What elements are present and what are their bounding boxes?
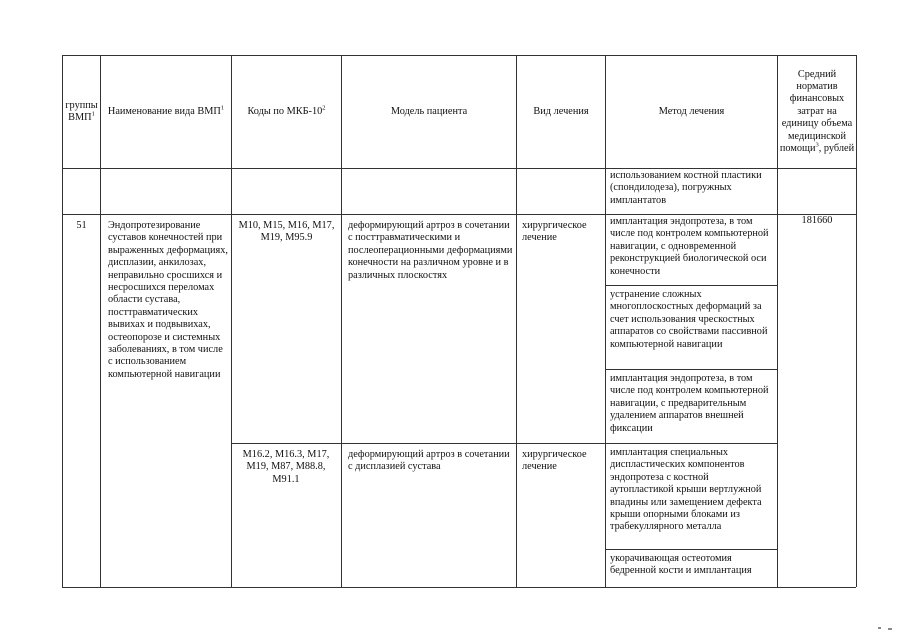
subgroup-2-model bbox=[348, 449, 514, 474]
header-type bbox=[517, 56, 605, 168]
header-bottom-border bbox=[62, 168, 856, 169]
subgroup-1-type-text: хирургическое лечение bbox=[522, 220, 587, 244]
subgroup-1-type bbox=[522, 220, 604, 245]
subgroup-divider bbox=[231, 443, 777, 444]
header-norm bbox=[779, 56, 855, 168]
subgroup-2-type bbox=[522, 449, 604, 474]
header-norm-label: Средний норматив финансовых затрат на единицу объема медицинской помощи bbox=[779, 68, 853, 155]
subgroup-2-codes-text: М16.2, М16.3, М17, М19, М87, М88.8, М91.1 bbox=[242, 449, 330, 485]
header-group bbox=[63, 56, 100, 168]
header-model-label: Модель пациента bbox=[390, 105, 468, 117]
method-text: имплантация эндопротеза, в том числе под контролем компьютерной навигации, с предварительным удалением аппаратов внешней фиксации bbox=[610, 373, 769, 434]
method-divider bbox=[605, 285, 777, 286]
table-bottom-border bbox=[62, 587, 856, 588]
header-model bbox=[342, 56, 516, 168]
subgroup-2-codes bbox=[234, 449, 338, 486]
header-method-label: Метод лечения bbox=[658, 105, 725, 117]
group-name-text: Эндопротезирование суставов конечностей при выраженных деформациях, дисплазии, анкилозах, неправильно сросшихся и несросшихся переломах области сустава, посттравматических вывихах и подвывихах, остеопорозе и системных заболеваниях, в том числе с использованием компьютерной навигации bbox=[108, 220, 228, 380]
header-type-label: Вид лечения bbox=[533, 105, 589, 117]
subgroup-2-type-text: хирургическое лечение bbox=[522, 449, 587, 473]
row-divider bbox=[62, 214, 856, 215]
subgroup-2-model-text: деформирующий артроз в сочетании с дисплазией сустава bbox=[348, 449, 510, 473]
subgroup-1-method-3 bbox=[610, 373, 774, 435]
group-name bbox=[108, 220, 228, 381]
subgroup-1-codes-text: М10, М15, М16, М17, М19, М95.9 bbox=[238, 220, 335, 244]
footnote-mark: 2 bbox=[322, 104, 326, 112]
group-number-text: 51 bbox=[76, 220, 87, 231]
group-norm-value: 181660 bbox=[801, 215, 833, 226]
group-norm bbox=[778, 215, 856, 227]
col-border bbox=[100, 55, 101, 587]
method-text: укорачивающая остеотомия бедренной кости и имплантация bbox=[610, 553, 752, 577]
header-group-label: группы ВМП bbox=[65, 99, 98, 123]
subgroup-1-codes bbox=[232, 220, 341, 245]
method-divider bbox=[605, 369, 777, 370]
footnote-mark: 3 bbox=[815, 141, 819, 149]
subgroup-2-method-1 bbox=[610, 447, 772, 534]
footnote-mark: 1 bbox=[220, 104, 225, 112]
scan-speck bbox=[878, 627, 881, 629]
col-border bbox=[856, 55, 857, 587]
header-norm-unit: , рублей bbox=[818, 143, 855, 155]
subgroup-1-method-1 bbox=[610, 216, 774, 278]
method-text: имплантация специальных диспластических компонентов эндопротеза с костной аутопластикой крыши вертлужной впадины или замещением дефекта крыши опорными блоками из трабекуллярного металла bbox=[610, 447, 762, 533]
subgroup-2-method-2 bbox=[610, 553, 772, 578]
header-codes bbox=[232, 56, 341, 168]
header-method bbox=[606, 56, 777, 168]
subgroup-1-model bbox=[348, 220, 514, 282]
header-name-label: Наименование вида ВМП bbox=[107, 105, 221, 117]
subgroup-1-method-2 bbox=[610, 289, 772, 351]
method-text: имплантация эндопротеза, в том числе под контролем компьютерной навигации, с одновременной реконструкцией биологической оси конечности bbox=[610, 216, 769, 277]
method-text: устранение сложных многоплоскостных деформаций за счет использования чрескостных аппаратов со свойствами пассивной компьютерной навигации bbox=[610, 289, 768, 350]
subgroup-1-model-text: деформирующий артроз в сочетании с посттравматическими и послеоперационными деформациями конечности на различном уровне и в различных плоскостях bbox=[348, 220, 513, 281]
continuation-method-text: использованием костной пластики (спондилодеза), погружных имплантатов bbox=[610, 170, 762, 206]
header-codes-label: Коды по МКБ-10 bbox=[247, 105, 323, 117]
continuation-method bbox=[610, 170, 772, 207]
footnote-mark: 1 bbox=[91, 110, 95, 118]
header-name bbox=[103, 56, 229, 168]
scan-speck bbox=[888, 628, 892, 630]
col-border bbox=[777, 55, 778, 587]
method-divider bbox=[605, 549, 777, 550]
group-number bbox=[63, 220, 100, 232]
